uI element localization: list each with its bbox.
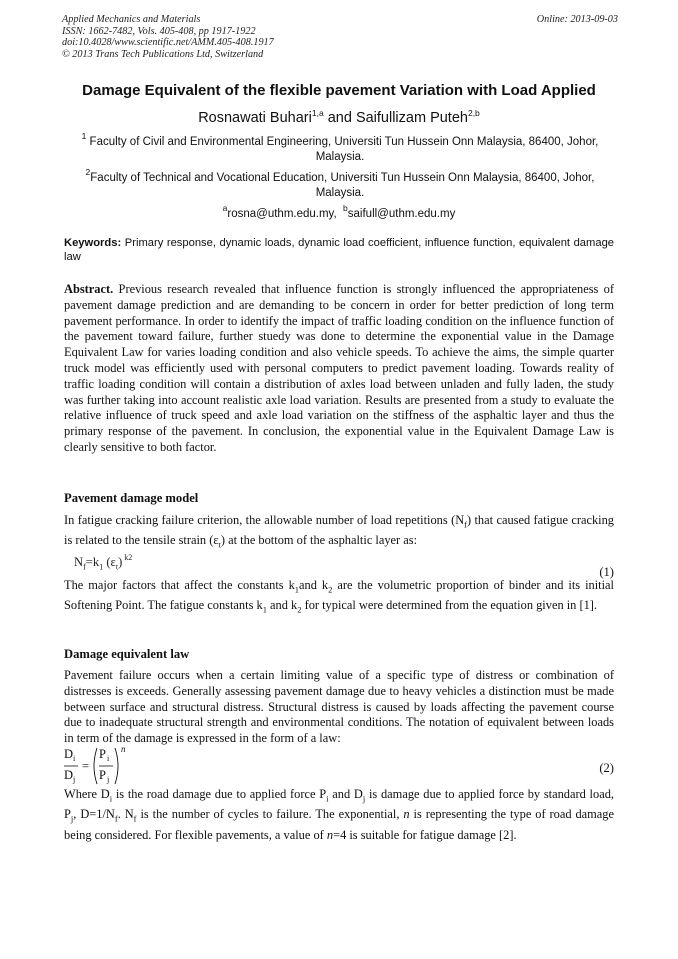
keywords-label: Keywords:	[64, 237, 122, 249]
affiliation-2-sup: 2	[85, 167, 91, 177]
text-run: ) that caused fatigue cracking is related to the tensile strain (ε	[64, 513, 614, 548]
subscript: f	[133, 813, 137, 824]
equation-2	[64, 744, 144, 788]
eq1-subscript: f	[83, 562, 86, 572]
copyright-line: © 2013 Trans Tech Publications Ltd, Switzerland	[62, 48, 264, 60]
equation-2-number: (2)	[599, 761, 614, 775]
subscript: i	[326, 793, 329, 804]
text-run: and k	[266, 598, 298, 613]
section-heading-pavement-damage-model: Pavement damage model	[64, 491, 199, 505]
subscript: 1	[262, 604, 267, 615]
affiliation-1	[62, 129, 618, 165]
online-date: Online: 2013-09-03	[536, 14, 618, 25]
eq2-right-paren	[115, 748, 118, 784]
eq2-left-paren	[94, 748, 97, 784]
eq1-subscript: t	[115, 562, 119, 572]
eq1-symbol: (ε	[103, 555, 116, 569]
eq2-denominator-sub: j	[73, 775, 76, 784]
eq1-symbol: =k	[85, 555, 100, 569]
subscript: j	[362, 793, 366, 804]
subscript: i	[109, 793, 113, 804]
text-run: . N	[117, 807, 134, 822]
subscript: 2	[328, 584, 333, 595]
eq2-numerator-p: P	[99, 747, 106, 761]
abstract	[64, 282, 614, 456]
subscript: j	[70, 813, 74, 824]
text-run: and D	[328, 787, 363, 801]
text-run: is damage due to applied force by standard load, P	[64, 787, 614, 822]
italic-n: n	[326, 827, 334, 842]
text-run: , D=1/N	[73, 807, 115, 822]
affiliation-2-text: Faculty of Technical and Vocational Education, Universiti Tun Hussein Onn Malaysia, 86400, Johor, Malaysia.	[90, 172, 595, 199]
email-line	[0, 201, 678, 222]
text-run: The major factors that affect the constants k	[64, 578, 295, 592]
paragraph-fatigue-criterion	[64, 513, 614, 554]
eq2-numerator-d: D	[64, 747, 74, 761]
eq2-numerator-p-sub: i	[107, 754, 110, 763]
text-run: In fatigue cracking failure criterion, the allowable number of load repetitions (N	[64, 513, 465, 527]
eq2-denominator-d: D	[64, 768, 74, 782]
author-line	[0, 104, 678, 127]
author-joiner: and	[323, 110, 356, 126]
subscript: 2	[297, 604, 302, 615]
text-run: is the road damage due to applied force P	[112, 787, 327, 801]
text-run: ) at the bottom of the asphaltic layer as:	[220, 533, 418, 548]
text-run: is the number of cycles to failure. The exponential,	[136, 807, 404, 822]
abstract-label: Abstract.	[64, 282, 114, 296]
text-run: =4 is suitable for fatigue damage [2].	[333, 827, 517, 842]
affiliation-2	[62, 165, 618, 201]
keywords-text: Primary response, dynamic loads, dynamic load coefficient, influence function, equivalent damage law	[64, 237, 615, 263]
paragraph-fatigue-constants	[64, 578, 614, 619]
author-2: Saifullizam Puteh	[355, 110, 468, 126]
text-run: and k	[299, 578, 329, 592]
equation-1-number: (1)	[599, 565, 614, 579]
italic-n: n	[403, 807, 410, 822]
abstract-text: Previous research revealed that influence function is strongly influenced the appropriateness of pavement damage prediction and are demanding to be concern in order for better prediction of long term pavement performance. In order to identify the impact of traffic loading condition on the influence function of the pavement toward failure, further stuedy was done to determine the exponential value in the Damage Equivalent Law for varies loading condition and also vehicle speeds. To achieve the aims, the simple quarter truck model was efficiently used with personal computers to predict pavement loading. Towards reality of traffic loading condition will contain a distribution of axles load between unladen and fully laden, the study was further taking into account realistic axle load variation. Results are presented from a study to evaluate the relative influence of truck speed and axle load variation on the stiffness of the asphaltic layer and thus the primary response of the pavement. In conclusion, the exponential value in the Equivalent Damage Law is clearly sensitive to both factor.	[64, 282, 614, 454]
section-heading-damage-equivalent-law: Damage equivalent law	[64, 647, 190, 661]
eq2-exponent: n	[121, 744, 126, 754]
text-run: for typical were determined from the equation given in [1].	[301, 598, 598, 613]
email-1-sup: a	[222, 203, 228, 213]
paragraph-pavement-failure: Pavement failure occurs when a certain limiting value of a specific type of distress or combination of distresses is exceeds. Generally assessing pavement damage due to heavy vehicles a distinction must be made between surface and structural distress. Structural distress is caused by loads affecting the pavement course due to inadequate structural strength and environmental conditions. The notation of equivalent between loads in term of the damage is expressed in the form of a law:	[64, 668, 614, 746]
issn-line: ISSN: 1662-7482, Vols. 405-408, pp 1917-1922	[62, 25, 256, 37]
author-2-sup: 2,b	[467, 108, 480, 118]
affiliation-1-sup: 1	[81, 131, 87, 141]
keywords	[64, 236, 614, 264]
email-2-sup: b	[343, 203, 348, 213]
doi-line: doi:10.4028/www.scientific.net/AMM.405-408.1917	[62, 37, 274, 49]
paragraph-where-definitions	[64, 787, 614, 843]
text-run: are the volumetric proportion of binder and its initial Softening Point. The fatigue constants k	[64, 578, 614, 613]
subscript: f	[114, 813, 118, 824]
journal-header	[62, 14, 618, 60]
subscript: f	[464, 519, 467, 530]
email-2[interactable]: saifull@uthm.edu.my	[347, 208, 456, 220]
eq1-symbol: )	[118, 555, 123, 569]
text-run: Where D	[64, 787, 110, 801]
author-1: Rosnawati Buhari	[198, 110, 312, 126]
eq1-exponent: k2	[122, 553, 133, 562]
eq2-equals: =	[82, 759, 90, 773]
text-run: is representing the type of road damage being considered. For flexible pavements, a value of	[64, 807, 614, 842]
author-1-sup: 1,a	[311, 108, 324, 118]
eq2-denominator-p-sub: j	[107, 775, 110, 784]
email-1[interactable]: rosna@uthm.edu.my,	[227, 208, 337, 220]
eq1-symbol: N	[74, 555, 84, 569]
affiliation-1-text: Faculty of Civil and Environmental Engineering, Universiti Tun Hussein Onn Malaysia, 86400, Johor, Malaysia.	[89, 136, 599, 163]
journal-name: Applied Mechanics and Materials	[62, 14, 201, 25]
subscript: 1	[294, 584, 300, 595]
paper-title: Damage Equivalent of the flexible pavement Variation with Load Applied	[82, 82, 596, 99]
eq2-denominator-p: P	[99, 768, 106, 782]
eq1-subscript: 1	[99, 562, 104, 572]
eq2-numerator-sub: i	[73, 754, 76, 763]
subscript: t	[218, 539, 221, 550]
equation-1	[74, 553, 132, 572]
